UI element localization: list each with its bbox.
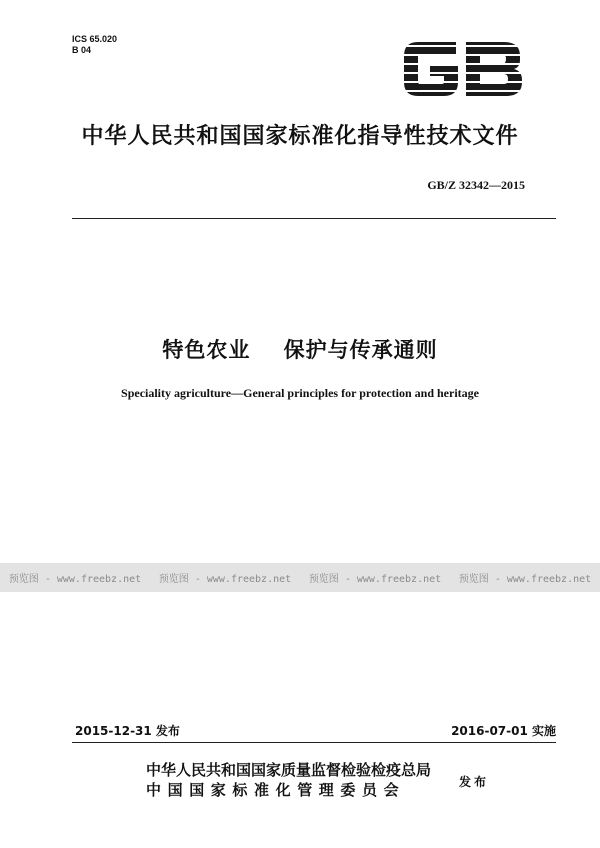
issuer-secondary: 中国国家标准化管理委员会 (146, 781, 406, 799)
watermark-text: 预览图 - www.freebz.net (8, 574, 142, 585)
ics-code: ICS 65.020 (72, 34, 118, 44)
watermark-text: 预览图 - www.freebz.net (308, 574, 442, 585)
issue-date: 2015-12-31 发布 (75, 724, 180, 738)
title-english: Speciality agriculture—General principles for protection and heritage (121, 386, 479, 400)
footer-divider (72, 742, 556, 743)
classification-codes (72, 34, 117, 56)
watermark-text: 预览图 - www.freebz.net (458, 574, 592, 585)
publish-label: 发布 (459, 775, 490, 789)
title-chinese: 特色农业 保护与传承通则 (162, 338, 438, 362)
issuer-primary: 中华人民共和国国家质量监督检验检疫总局 (146, 761, 432, 779)
standard-number: GB/Z 32342—2015 (427, 178, 525, 192)
implementation-date: 2016-07-01 实施 (451, 724, 556, 738)
header-divider (72, 218, 556, 219)
watermark-text: 预览图 - www.freebz.net (158, 574, 292, 585)
document-type-heading: 中华人民共和国国家标准化指导性技术文件 (81, 124, 519, 149)
issuing-authorities (146, 760, 431, 800)
gb-logo-icon (400, 38, 526, 100)
watermark-band (0, 563, 600, 592)
ccs-code: B 04 (72, 45, 92, 55)
